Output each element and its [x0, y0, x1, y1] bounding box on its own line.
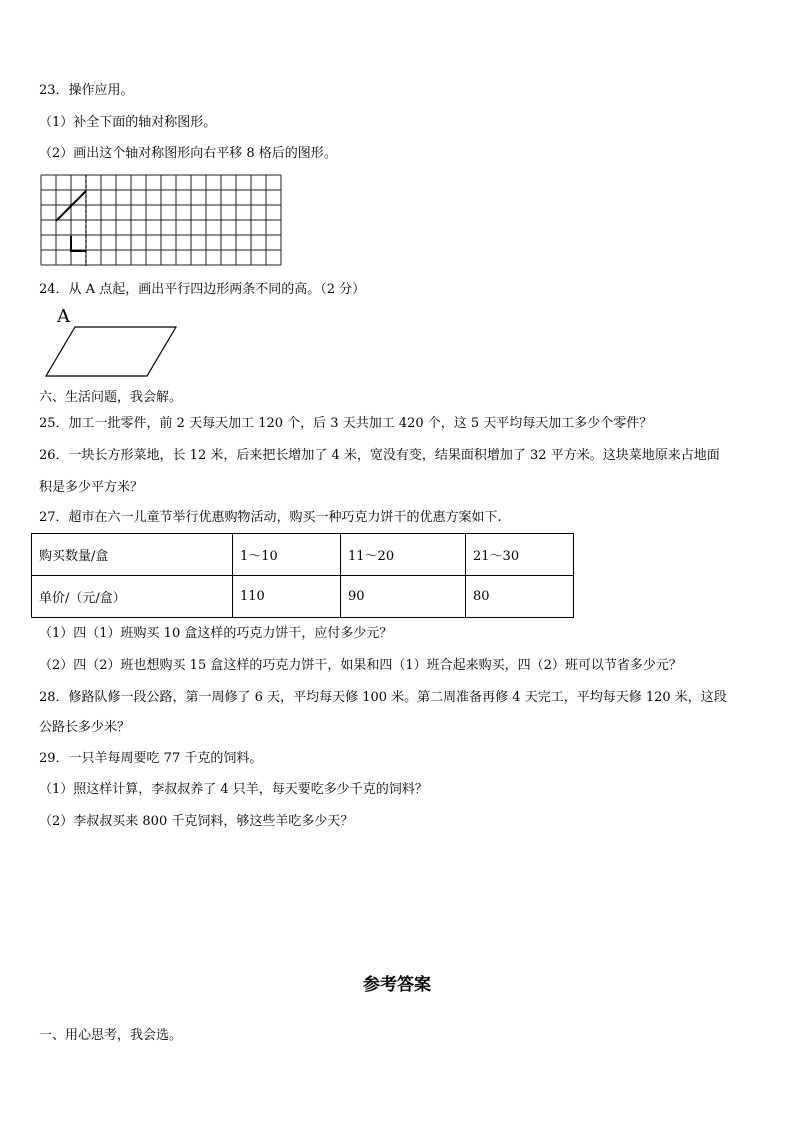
table-cell: 购买数量/盒 — [32, 534, 233, 576]
q23-title: 23．操作应用。 — [39, 83, 134, 98]
table-cell: 21～30 — [466, 534, 574, 576]
q29-title: 29．一只羊每周要吃 77 千克的饲料。 — [39, 751, 263, 766]
table-cell: 80 — [466, 576, 574, 618]
q29-sub2: （2）李叔叔买来 800 千克饲料，够这些羊吃多少天？ — [39, 814, 354, 829]
q27-text: 27．超市在六一儿童节举行优惠购物活动，购买一种巧克力饼干的优惠方案如下. — [39, 510, 502, 525]
table-cell: 90 — [341, 576, 466, 618]
point-a-label: A — [57, 306, 70, 327]
q23-sub2: （2）画出这个轴对称图形向右平移 8 格后的图形。 — [39, 146, 337, 161]
section6-title: 六、生活问题，我会解。 — [39, 390, 183, 405]
q27-sub2: （2）四（2）班也想购买 15 盒这样的巧克力饼干，如果和四（1）班合起来购买，四（2）班可以节省多少元？ — [39, 658, 682, 673]
q26-line2: 积是多少平方米？ — [39, 480, 144, 495]
q24-text: 24．从 A 点起，画出平行四边形两条不同的高。（2 分） — [39, 282, 366, 297]
answers-heading: 参考答案 — [363, 975, 431, 995]
parallelogram — [45, 324, 185, 379]
table-row — [32, 576, 574, 618]
q26-line1: 26．一块长方形菜地，长 12 米，后来把长增加了 4 米，宽没有变，结果面积增加了 32 平方米。这块菜地原来占地面 — [39, 448, 720, 463]
table-cell: 11～20 — [341, 534, 466, 576]
table-cell: 单价/（元/盒） — [32, 576, 233, 618]
q28-line2: 公路长多少米？ — [39, 720, 131, 735]
q23-sub1: （1）补全下面的轴对称图形。 — [39, 115, 217, 130]
price-table — [31, 533, 574, 618]
symmetry-grid — [41, 175, 285, 268]
q25-text: 25．加工一批零件，前 2 天每天加工 120 个，后 3 天共加工 420 个，这 5 天平均每天加工多少个零件？ — [39, 416, 653, 431]
answers-section1: 一、用心思考，我会选。 — [39, 1028, 183, 1043]
q27-sub1: （1）四（1）班购买 10 盒这样的巧克力饼干，应付多少元？ — [39, 626, 393, 641]
half-shape-base — [71, 236, 86, 251]
q28-line1: 28．修路队修一段公路，第一周修了 6 天，平均每天修 100 米。第二周准备再修 4 天完工，平均每天修 120 米，这段 — [39, 690, 727, 705]
table-row — [32, 534, 574, 576]
table-cell: 1～10 — [233, 534, 341, 576]
q29-sub1: （1）照这样计算，李叔叔养了 4 只羊，每天要吃多少千克的饲料？ — [39, 782, 428, 797]
table-cell: 110 — [233, 576, 341, 618]
